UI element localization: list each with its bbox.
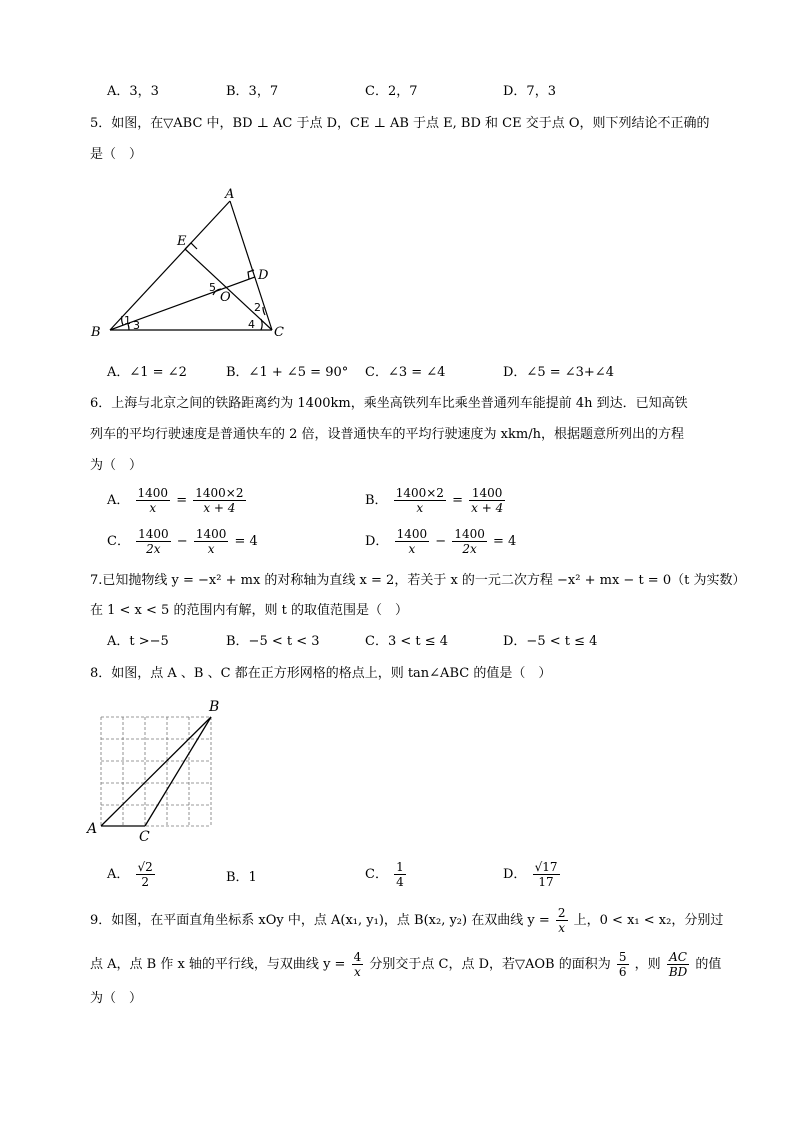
arc-4: [261, 319, 262, 330]
q9-frac-5-6: [617, 950, 629, 979]
label-b: B: [91, 325, 101, 340]
q6-option-a: [107, 486, 248, 515]
q6-b-frac1-den: x: [416, 501, 424, 515]
q9-line2-a: 点 A，点 B 作 x 轴的平行线，与双曲线 y =: [90, 957, 346, 972]
q9-stem-line2: [90, 950, 721, 979]
q9-frac-2x: [556, 906, 568, 935]
q9-frac-2x-den: x: [558, 921, 566, 935]
q9-line2-b: 分别交于点 C，点 D，若▽AOB 的面积为: [369, 957, 611, 972]
q4-option-a: A．3，3: [107, 84, 159, 99]
q6-b-eq: =: [452, 493, 463, 508]
q5-option-c: C．∠3 = ∠4: [365, 365, 446, 380]
q6-d-frac1-den: x: [408, 542, 416, 556]
q8-option-c: [365, 860, 408, 889]
q6-a-frac1-den: x: [149, 501, 157, 515]
q6-b-frac2-num: 1400: [469, 486, 505, 501]
q6-c-minus: −: [176, 534, 188, 549]
q9-frac-5-6-den: 6: [618, 965, 627, 979]
q6-d-frac2-den: 2x: [462, 542, 477, 556]
q9-stem-line3: 为（ ）: [90, 991, 143, 1006]
q8-option-c-prefix: C．: [365, 867, 388, 882]
side-ab: [110, 201, 230, 330]
q6-stem-line2: 列车的平均行驶速度是普通快车的 2 倍，设普通快车的平均行驶速度为 xkm/h，根据题意所列出的方程: [90, 427, 684, 442]
q6-option-a-prefix: A．: [107, 493, 130, 508]
q8-c-frac: [394, 860, 406, 889]
q6-a-frac2-den: x + 4: [203, 501, 236, 515]
q6-d-frac1: [395, 527, 430, 556]
label-o: O: [220, 290, 231, 305]
arc-1: [122, 316, 123, 325]
q6-option-c-prefix: C．: [107, 534, 130, 549]
label-a: A: [225, 187, 235, 202]
q8-d-num: √17: [534, 860, 558, 874]
q6-b-frac2: [469, 486, 505, 515]
q9-frac-4x-den: x: [354, 965, 361, 979]
q5-option-d: D．∠5 = ∠3+∠4: [503, 365, 614, 380]
q9-line2-d: 的值: [695, 957, 722, 972]
q6-b-frac1-num: 1400×2: [395, 486, 444, 500]
q6-a-frac1: [136, 486, 171, 515]
label-b: B: [209, 699, 220, 715]
q6-a-eq: =: [176, 493, 188, 508]
q9-frac-4x: [352, 950, 364, 979]
q9-line1-b: 上，0 < x₁ < x₂，分别过: [573, 913, 724, 928]
angle-label-5: 5: [209, 281, 216, 294]
q8-grid-figure: [85, 695, 235, 847]
q8-d-frac: [533, 860, 560, 889]
q6-c-tail: = 4: [234, 534, 258, 549]
q5-triangle-figure: [85, 185, 295, 345]
angle-label-1: 1: [124, 314, 131, 327]
q8-option-a-prefix: A．: [107, 867, 130, 882]
angle-label-3: 3: [133, 319, 140, 332]
q6-c-frac2: [194, 527, 229, 556]
q6-d-minus: −: [435, 534, 447, 549]
q8-option-a: [107, 860, 157, 889]
label-e: E: [177, 234, 187, 249]
q6-d-frac2: [452, 527, 487, 556]
q9-line2-c: ，则: [634, 957, 661, 972]
q6-d-tail: = 4: [493, 534, 517, 549]
label-c: C: [274, 325, 284, 340]
q5-stem-line2: 是（ ）: [90, 147, 143, 162]
q7-option-d: D．−5 < t ≤ 4: [503, 634, 598, 649]
q6-option-d-prefix: D．: [365, 534, 389, 549]
label-d: D: [258, 268, 269, 283]
label-c: C: [139, 829, 150, 845]
q4-option-c: C．2，7: [365, 84, 418, 99]
q5-option-b: B．∠1 + ∠5 = 90°: [226, 365, 349, 380]
q6-d-frac1-num: 1400: [396, 527, 428, 541]
q5-option-a: A．∠1 = ∠2: [107, 365, 187, 380]
q7-option-a: A．t >−5: [107, 634, 169, 649]
q6-stem-line1: 6．上海与北京之间的铁路距离约为 1400km，乘坐高铁列车比乘坐普通列车能提前 4h 到达．已知高铁: [90, 396, 688, 411]
q6-a-frac2: [193, 486, 245, 515]
q4-option-b: B．3，7: [226, 84, 279, 99]
q9-frac-ac-bd-num: AC: [667, 950, 689, 965]
q6-a-frac2-num: 1400×2: [195, 486, 244, 500]
q7-option-b: B．−5 < t < 3: [226, 634, 320, 649]
q6-stem-line3: 为（ ）: [90, 458, 143, 473]
q6-option-b: [365, 486, 507, 515]
q7-stem-line1: 7.已知抛物线 y = −x² + mx 的对称轴为直线 x = 2，若关于 x 的一元二次方程 −x² + mx − t = 0（t 为实数）: [90, 573, 746, 588]
q8-stem-line1: 8．如图，点 A 、B 、C 都在正方形网格的格点上，则 tan∠ABC 的值是（ ）: [90, 666, 552, 681]
q9-frac-4x-num: 4: [353, 950, 362, 964]
q9-line1-a: 9．如图，在平面直角坐标系 xOy 中，点 A(x₁, y₁)，点 B(x₂, y₂) 在双曲线 y =: [90, 913, 550, 928]
q9-frac-ac-bd-den: BD: [668, 965, 688, 979]
q8-option-d: [503, 860, 562, 889]
q8-a-num: √2: [137, 860, 153, 874]
q6-c-frac2-den: x: [207, 542, 215, 556]
q8-c-den: 4: [396, 875, 404, 889]
segment-bd: [110, 277, 255, 330]
q6-d-frac2-num: 1400: [454, 527, 485, 541]
q8-a-den: 2: [141, 875, 149, 889]
q8-option-b: B．1: [226, 870, 257, 885]
q6-option-b-prefix: B．: [365, 493, 388, 508]
q9-frac-ac-bd: [667, 950, 689, 979]
angle-label-4: 4: [248, 318, 255, 331]
q8-a-frac: [136, 860, 155, 889]
q6-b-frac2-den: x + 4: [471, 501, 504, 515]
segment-cb: [145, 717, 211, 826]
q6-option-c: [107, 527, 258, 556]
q8-option-d-prefix: D．: [503, 867, 527, 882]
q9-stem-line1: [90, 906, 723, 935]
label-a: A: [87, 821, 98, 837]
q8-d-den: 17: [538, 875, 554, 889]
q6-c-frac1: [136, 527, 171, 556]
q6-c-frac1-num: 1400: [138, 527, 169, 541]
q6-a-frac1-num: 1400: [137, 486, 169, 500]
q8-c-num: 1: [396, 860, 404, 874]
q6-c-frac2-num: 1400: [195, 527, 227, 541]
segment-ab: [101, 717, 211, 826]
q5-stem-line1: 5．如图，在▽ABC 中，BD ⊥ AC 于点 D，CE ⊥ AB 于点 E, BD 和 CE 交于点 O，则下列结论不正确的: [90, 116, 710, 131]
q6-option-d: [365, 527, 516, 556]
q9-frac-5-6-num: 5: [618, 950, 627, 964]
q7-stem-line2: 在 1 < x < 5 的范围内有解，则 t 的取值范围是（ ）: [90, 603, 408, 618]
q6-b-frac1: [394, 486, 446, 515]
q6-c-frac1-den: 2x: [146, 542, 161, 556]
angle-label-2: 2: [254, 301, 261, 314]
q9-frac-2x-num: 2: [557, 906, 566, 920]
q7-option-c: C．3 < t ≤ 4: [365, 634, 449, 649]
q4-option-d: D．7，3: [503, 84, 556, 99]
